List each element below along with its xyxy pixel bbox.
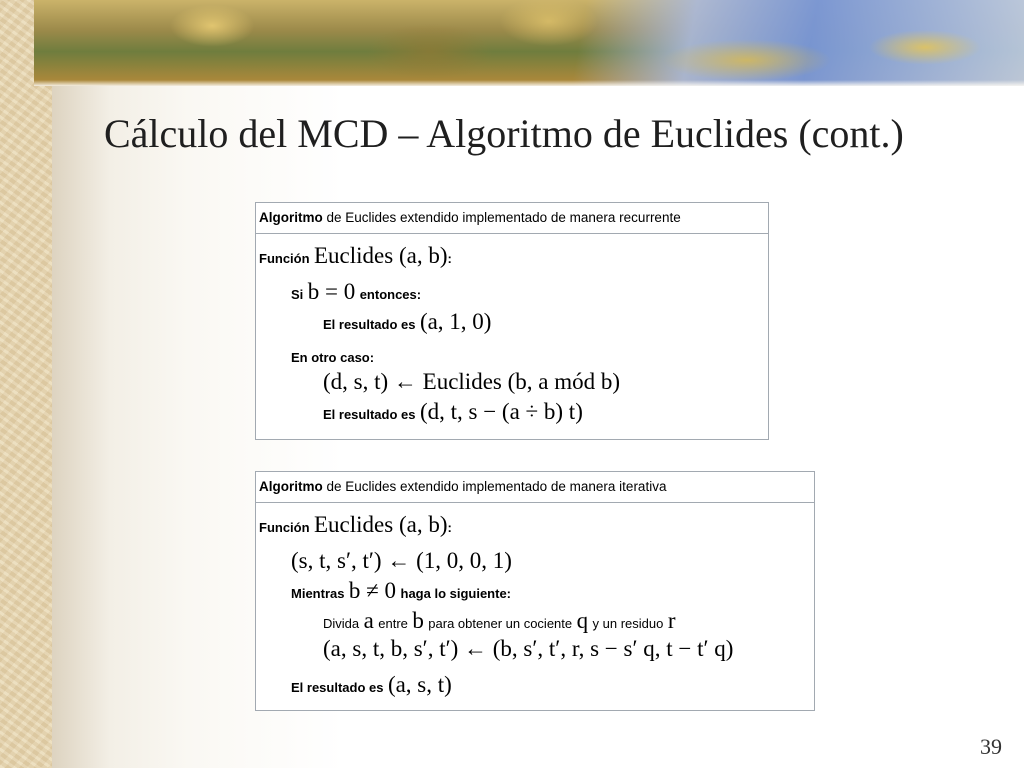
result-line-2 xyxy=(323,399,583,425)
if-condition: b = 0 xyxy=(307,279,356,304)
function-line xyxy=(259,243,452,269)
result-value: (a, s, t) xyxy=(387,672,452,697)
var-b: b xyxy=(412,608,424,633)
else-keyword: En otro caso: xyxy=(291,350,375,365)
function-line xyxy=(259,512,452,538)
colon: : xyxy=(447,520,452,535)
var-r: r xyxy=(667,608,676,633)
recursive-assignment: (d, s, t) ← Euclides (b, a mód b) xyxy=(323,369,621,394)
result-line xyxy=(291,672,452,698)
result-line-1 xyxy=(323,309,491,335)
then-keyword: entonces: xyxy=(359,287,422,302)
divide-text: entre xyxy=(378,616,408,631)
slide-title: Cálculo del MCD – Algoritmo de Euclides (cont.) xyxy=(104,111,904,156)
assign-line xyxy=(323,369,620,395)
init-assignment: (s, t, s′, t′) ← (1, 0, 0, 1) xyxy=(291,548,512,573)
header-banner xyxy=(34,0,1024,86)
var-a: a xyxy=(363,608,374,633)
iterative-algorithm-box xyxy=(255,471,815,711)
result-keyword: El resultado es xyxy=(291,680,384,695)
divide-text: para obtener un cociente xyxy=(428,616,573,631)
if-keyword: Si xyxy=(291,287,304,302)
colon: : xyxy=(447,251,452,266)
result-keyword: El resultado es xyxy=(323,407,416,422)
update-line xyxy=(323,636,733,662)
function-signature: Euclides (a, b) xyxy=(314,512,448,537)
header-keyword: Algoritmo xyxy=(259,210,323,225)
divide-text: Divida xyxy=(323,616,360,631)
divide-text: y un residuo xyxy=(592,616,664,631)
result-keyword: El resultado es xyxy=(323,317,416,332)
function-keyword: Función xyxy=(259,520,310,535)
divide-line xyxy=(323,608,675,634)
init-line xyxy=(291,548,512,574)
recursive-algorithm-header xyxy=(256,203,768,234)
if-line xyxy=(291,279,421,305)
while-condition: b ≠ 0 xyxy=(348,578,397,603)
function-keyword: Función xyxy=(259,251,310,266)
while-keyword: Mientras xyxy=(291,586,345,601)
update-assignment: (a, s, t, b, s′, t′) ← (b, s′, t′, r, s − s′ q, t − t′ q) xyxy=(323,636,734,661)
function-signature: Euclides (a, b) xyxy=(314,243,448,268)
header-text: de Euclides extendido implementado de manera iterativa xyxy=(322,479,667,494)
do-keyword: haga lo siguiente: xyxy=(400,586,512,601)
iterative-algorithm-header xyxy=(256,472,814,503)
header-keyword: Algoritmo xyxy=(259,479,323,494)
page-number: 39 xyxy=(980,734,1002,759)
result-value: (a, 1, 0) xyxy=(419,309,492,334)
else-line xyxy=(291,349,374,367)
var-q: q xyxy=(576,608,589,633)
result-value: (d, t, s − (a ÷ b) t) xyxy=(419,399,583,424)
recursive-algorithm-box xyxy=(255,202,769,440)
while-line xyxy=(291,578,511,604)
header-text: de Euclides extendido implementado de manera recurrente xyxy=(322,210,681,225)
